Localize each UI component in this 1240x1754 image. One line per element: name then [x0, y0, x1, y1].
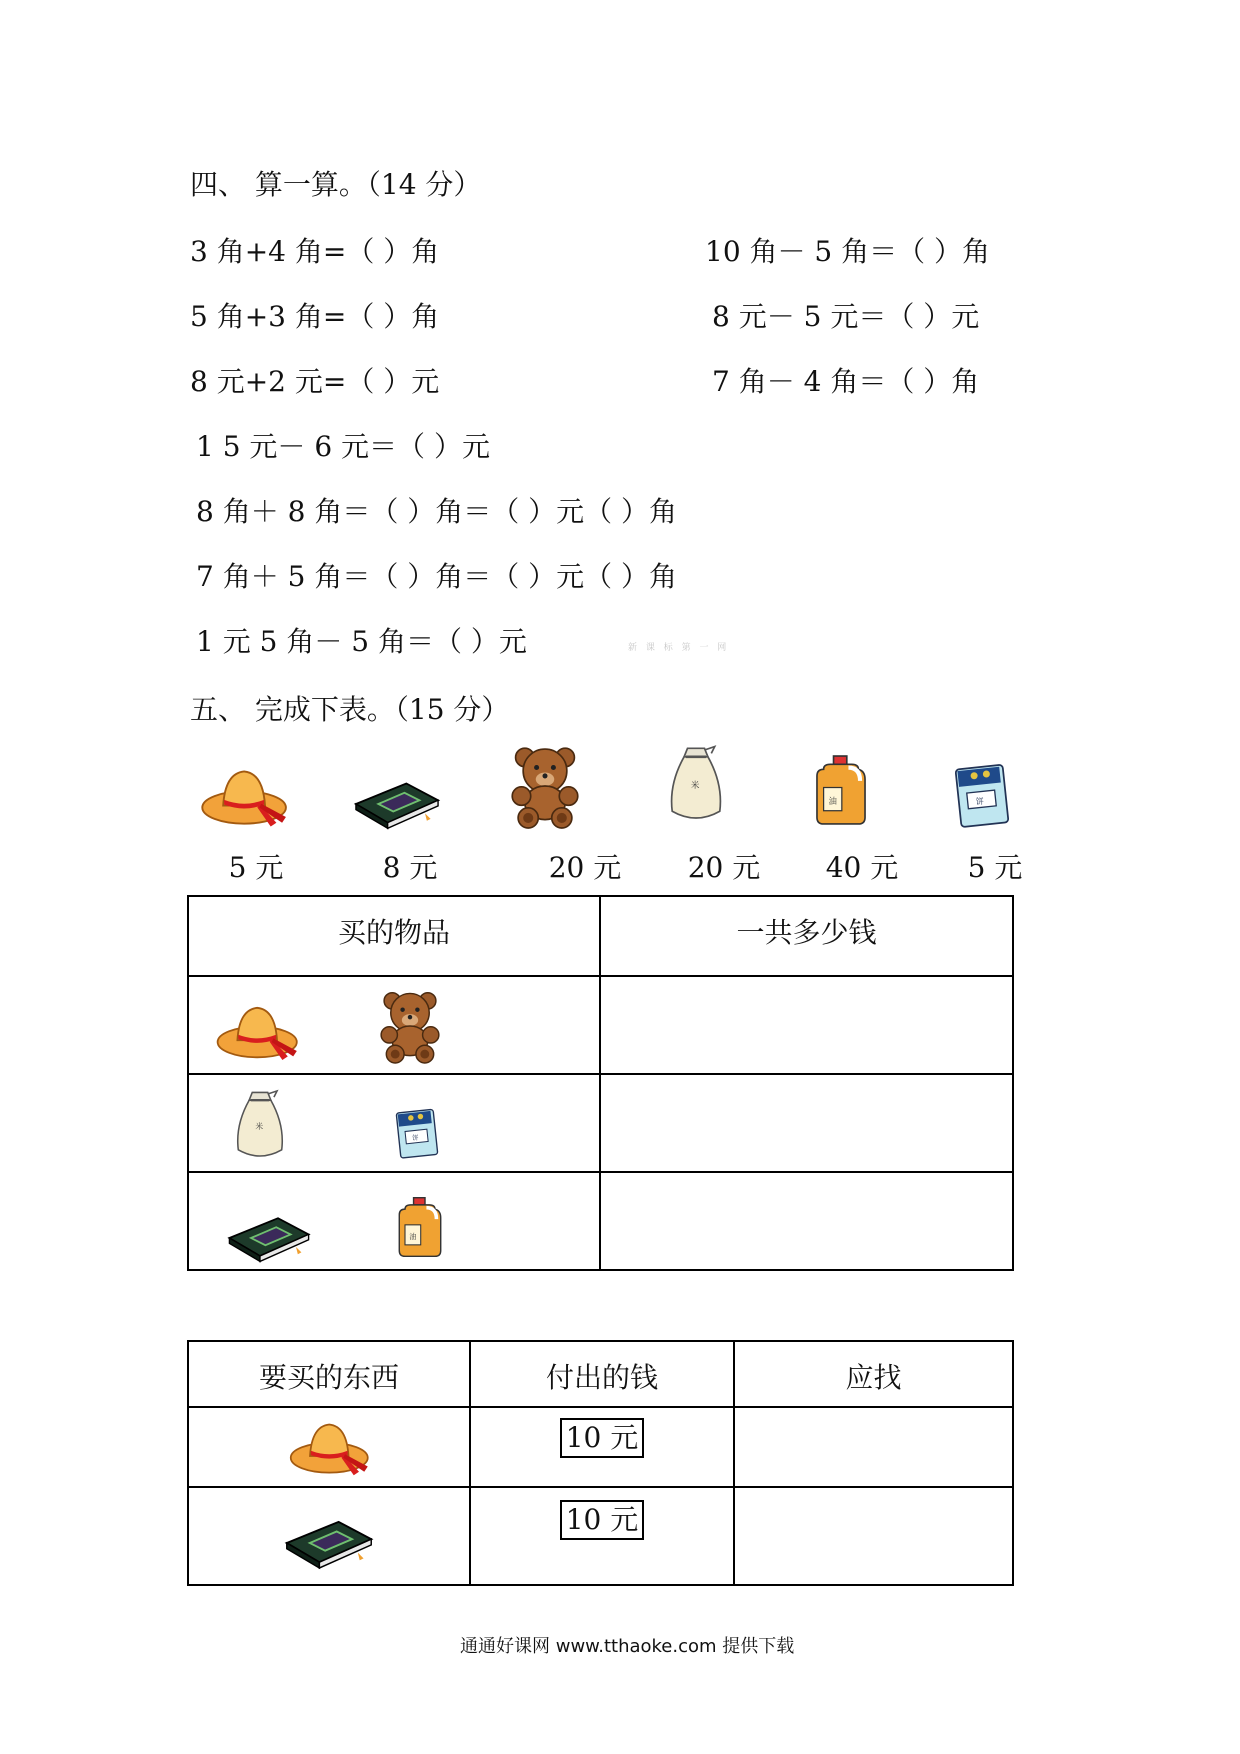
calc-left-2: 5 角+3 角=（ ）角 [190, 300, 440, 333]
teddy-bear-icon [503, 742, 587, 830]
table2-row2-item [188, 1487, 470, 1585]
price-teddy-bear: 20 元 [548, 851, 622, 884]
price-snack-bag: 5 元 [967, 851, 1023, 884]
hat-icon [211, 997, 307, 1069]
table2-header-change: 应找 [734, 1341, 1013, 1407]
table1-row1-items [188, 976, 600, 1074]
snack-bag-icon [951, 760, 1013, 830]
table1-header-total: 一共多少钱 [600, 896, 1013, 976]
price-hat: 5 元 [228, 851, 284, 884]
hat-icon [198, 760, 294, 836]
snack-bag-icon [393, 1103, 441, 1163]
watermark: 新 课 标 第 一 网 [628, 643, 730, 653]
hat-icon [285, 1414, 377, 1484]
price-oil-jug: 40 元 [825, 851, 899, 884]
table2-header-paid: 付出的钱 [470, 1341, 734, 1407]
price-sack: 20 元 [687, 851, 761, 884]
sack-icon [229, 1083, 291, 1167]
money-box: 10 元 [560, 1500, 645, 1540]
oil-jug-icon [395, 1193, 445, 1261]
table1-row2-answer[interactable] [600, 1074, 1013, 1172]
table2-row2-change[interactable] [734, 1487, 1013, 1585]
table2-row2-paid [470, 1487, 734, 1585]
table2-header-item: 要买的东西 [188, 1341, 470, 1407]
section5-title: 五、 完成下表。（15 分） [190, 693, 510, 726]
oil-jug-icon [812, 752, 870, 828]
table1-row2-items [188, 1074, 600, 1172]
calc-left-3: 8 元+2 元=（ ）元 [190, 365, 440, 398]
teddy-bear-icon [373, 987, 447, 1065]
calc-long-4: 1 元 5 角－ 5 角＝（ ）元 [196, 625, 527, 658]
table1-row1-answer[interactable] [600, 976, 1013, 1074]
calc-long-2: 8 角＋ 8 角＝（ ）角＝（ ）元（ ）角 [196, 495, 678, 528]
calc-left-1: 3 角+4 角=（ ）角 [190, 235, 440, 268]
change-table [187, 1340, 1014, 1586]
table1-row3-items [188, 1172, 600, 1270]
section4-title: 四、 算一算。（14 分） [190, 168, 482, 201]
calc-right-2: 8 元－ 5 元＝（ ）元 [712, 300, 980, 333]
price-book: 8 元 [382, 851, 438, 884]
calc-right-1: 10 角－ 5 角＝（ ）角 [705, 235, 991, 268]
book-icon [223, 1211, 315, 1265]
table1-header-items: 买的物品 [188, 896, 600, 976]
purchase-total-table [187, 895, 1014, 1271]
table1-row3-answer[interactable] [600, 1172, 1013, 1270]
sack-icon [662, 738, 730, 830]
footer: 通通好课网 www.tthaoke.com 提供下载 [460, 1636, 795, 1657]
table2-row1-change[interactable] [734, 1407, 1013, 1487]
table2-row1-paid [470, 1407, 734, 1487]
book-icon [281, 1512, 377, 1574]
money-box: 10 元 [560, 1418, 645, 1458]
calc-long-3: 7 角＋ 5 角＝（ ）角＝（ ）元（ ）角 [196, 560, 678, 593]
table2-row1-item [188, 1407, 470, 1487]
book-icon [350, 776, 444, 832]
calc-long-1: 1 5 元－ 6 元＝（ ）元 [196, 430, 490, 463]
calc-right-3: 7 角－ 4 角＝（ ）角 [712, 365, 980, 398]
